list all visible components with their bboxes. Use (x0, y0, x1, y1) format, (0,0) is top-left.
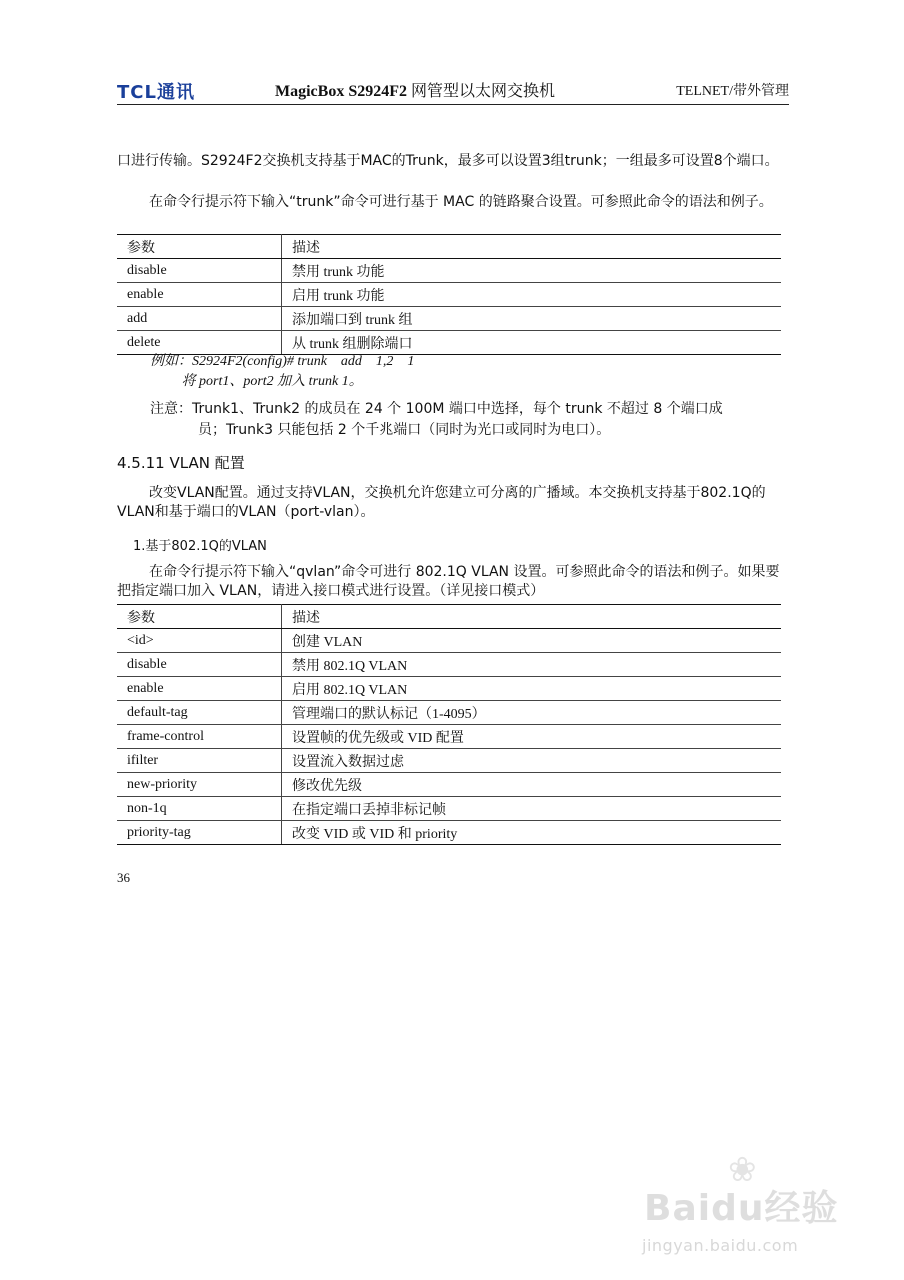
section-heading: 4.5.11 VLAN 配置 (117, 454, 245, 472)
example-command: 例如：S2924F2(config)# trunk add 1,2 1 (150, 354, 415, 369)
table-row (117, 701, 781, 725)
param-cell: frame-control (117, 725, 282, 749)
param-cell: priority-tag (117, 821, 282, 845)
watermark-logo: Baidu经验 (644, 1188, 839, 1229)
table-row (117, 259, 781, 283)
baidu-watermark (640, 1150, 870, 1260)
page-header (117, 72, 789, 105)
header-param: 参数 (117, 605, 282, 629)
table-row (117, 821, 781, 845)
watermark-url: jingyan.baidu.com (642, 1236, 799, 1255)
table-row (117, 283, 781, 307)
table-row (117, 653, 781, 677)
table-row (117, 677, 781, 701)
desc-cell: 修改优先级 (282, 773, 782, 797)
header-desc: 描述 (282, 235, 782, 259)
param-cell: disable (117, 259, 282, 283)
desc-cell: 禁用 802.1Q VLAN (282, 653, 782, 677)
trunk-parameter-table (117, 234, 781, 355)
paragraph-vlan-intro: 改变VLAN配置。通过支持VLAN，交换机允许您建立可分离的广播域。本交换机支持基于802.1Q的VLAN和基于端口的VLAN（port-vlan）。 (117, 485, 766, 520)
param-cell: new-priority (117, 773, 282, 797)
note-line-1: 注意：Trunk1、Trunk2 的成员在 24 个 100M 端口中选择，每个 trunk 不超过 8 个端口成 (150, 401, 723, 417)
table-row (117, 307, 781, 331)
desc-cell: 禁用 trunk 功能 (282, 259, 782, 283)
desc-cell: 设置帧的优先级或 VID 配置 (282, 725, 782, 749)
desc-cell: 创建 VLAN (282, 629, 782, 653)
param-cell: default-tag (117, 701, 282, 725)
table-row (117, 749, 781, 773)
param-cell: add (117, 307, 282, 331)
example-explanation: 将 port1、port2 加入 trunk 1。 (150, 374, 363, 389)
paragraph-qvlan-command: 在命令行提示符下输入“qvlan”命令可进行 802.1Q VLAN 设置。可参照此命令的语法和例子。如果要把指定端口加入 VLAN，请进入接口模式进行设置。（详见接口模式） (117, 564, 780, 599)
param-cell: non-1q (117, 797, 282, 821)
param-cell: enable (117, 283, 282, 307)
header-title (275, 78, 555, 101)
param-cell: disable (117, 653, 282, 677)
table-row (117, 629, 781, 653)
desc-cell: 启用 trunk 功能 (282, 283, 782, 307)
header-title-cn: 网管型以太网交换机 (407, 83, 556, 100)
param-cell: delete (117, 331, 282, 355)
desc-cell: 管理端口的默认标记（1-4095） (282, 701, 782, 725)
table-row (117, 725, 781, 749)
note-line-2: 员；Trunk3 只能包括 2 个千兆端口（同时为光口或同时为电口）。 (198, 422, 611, 438)
paragraph-trunk-intro: 口进行传输。S2924F2交换机支持基于MAC的Trunk，最多可以设置3组trunk；一组最多可设置8个端口。 (117, 153, 779, 169)
desc-cell: 在指定端口丢掉非标记帧 (282, 797, 782, 821)
table-header-row (117, 605, 781, 629)
header-param: 参数 (117, 235, 282, 259)
qvlan-parameter-table (117, 604, 781, 845)
page-number: 36 (117, 870, 130, 885)
table-row (117, 773, 781, 797)
table-row (117, 797, 781, 821)
header-title-en: MagicBox S2924F2 (275, 83, 407, 100)
desc-cell: 添加端口到 trunk 组 (282, 307, 782, 331)
paragraph-trunk-command: 在命令行提示符下输入“trunk”命令可进行基于 MAC 的链路聚合设置。可参照此命令的语法和例子。 (149, 194, 773, 210)
header-section: TELNET/带外管理 (676, 84, 789, 99)
header-desc: 描述 (282, 605, 782, 629)
table-row (117, 331, 781, 355)
param-cell: ifilter (117, 749, 282, 773)
subsection-heading: 1.基于802.1Q的VLAN (133, 539, 267, 554)
tcl-logo: TCL通讯 (117, 82, 195, 103)
paw-icon: ❀ (728, 1150, 757, 1190)
table-header-row (117, 235, 781, 259)
param-cell: enable (117, 677, 282, 701)
desc-cell: 启用 802.1Q VLAN (282, 677, 782, 701)
note-block (150, 399, 790, 441)
desc-cell: 从 trunk 组删除端口 (282, 331, 782, 355)
example-block (150, 352, 414, 392)
desc-cell: 设置流入数据过虑 (282, 749, 782, 773)
param-cell: <id> (117, 629, 282, 653)
desc-cell: 改变 VID 或 VID 和 priority (282, 821, 782, 845)
